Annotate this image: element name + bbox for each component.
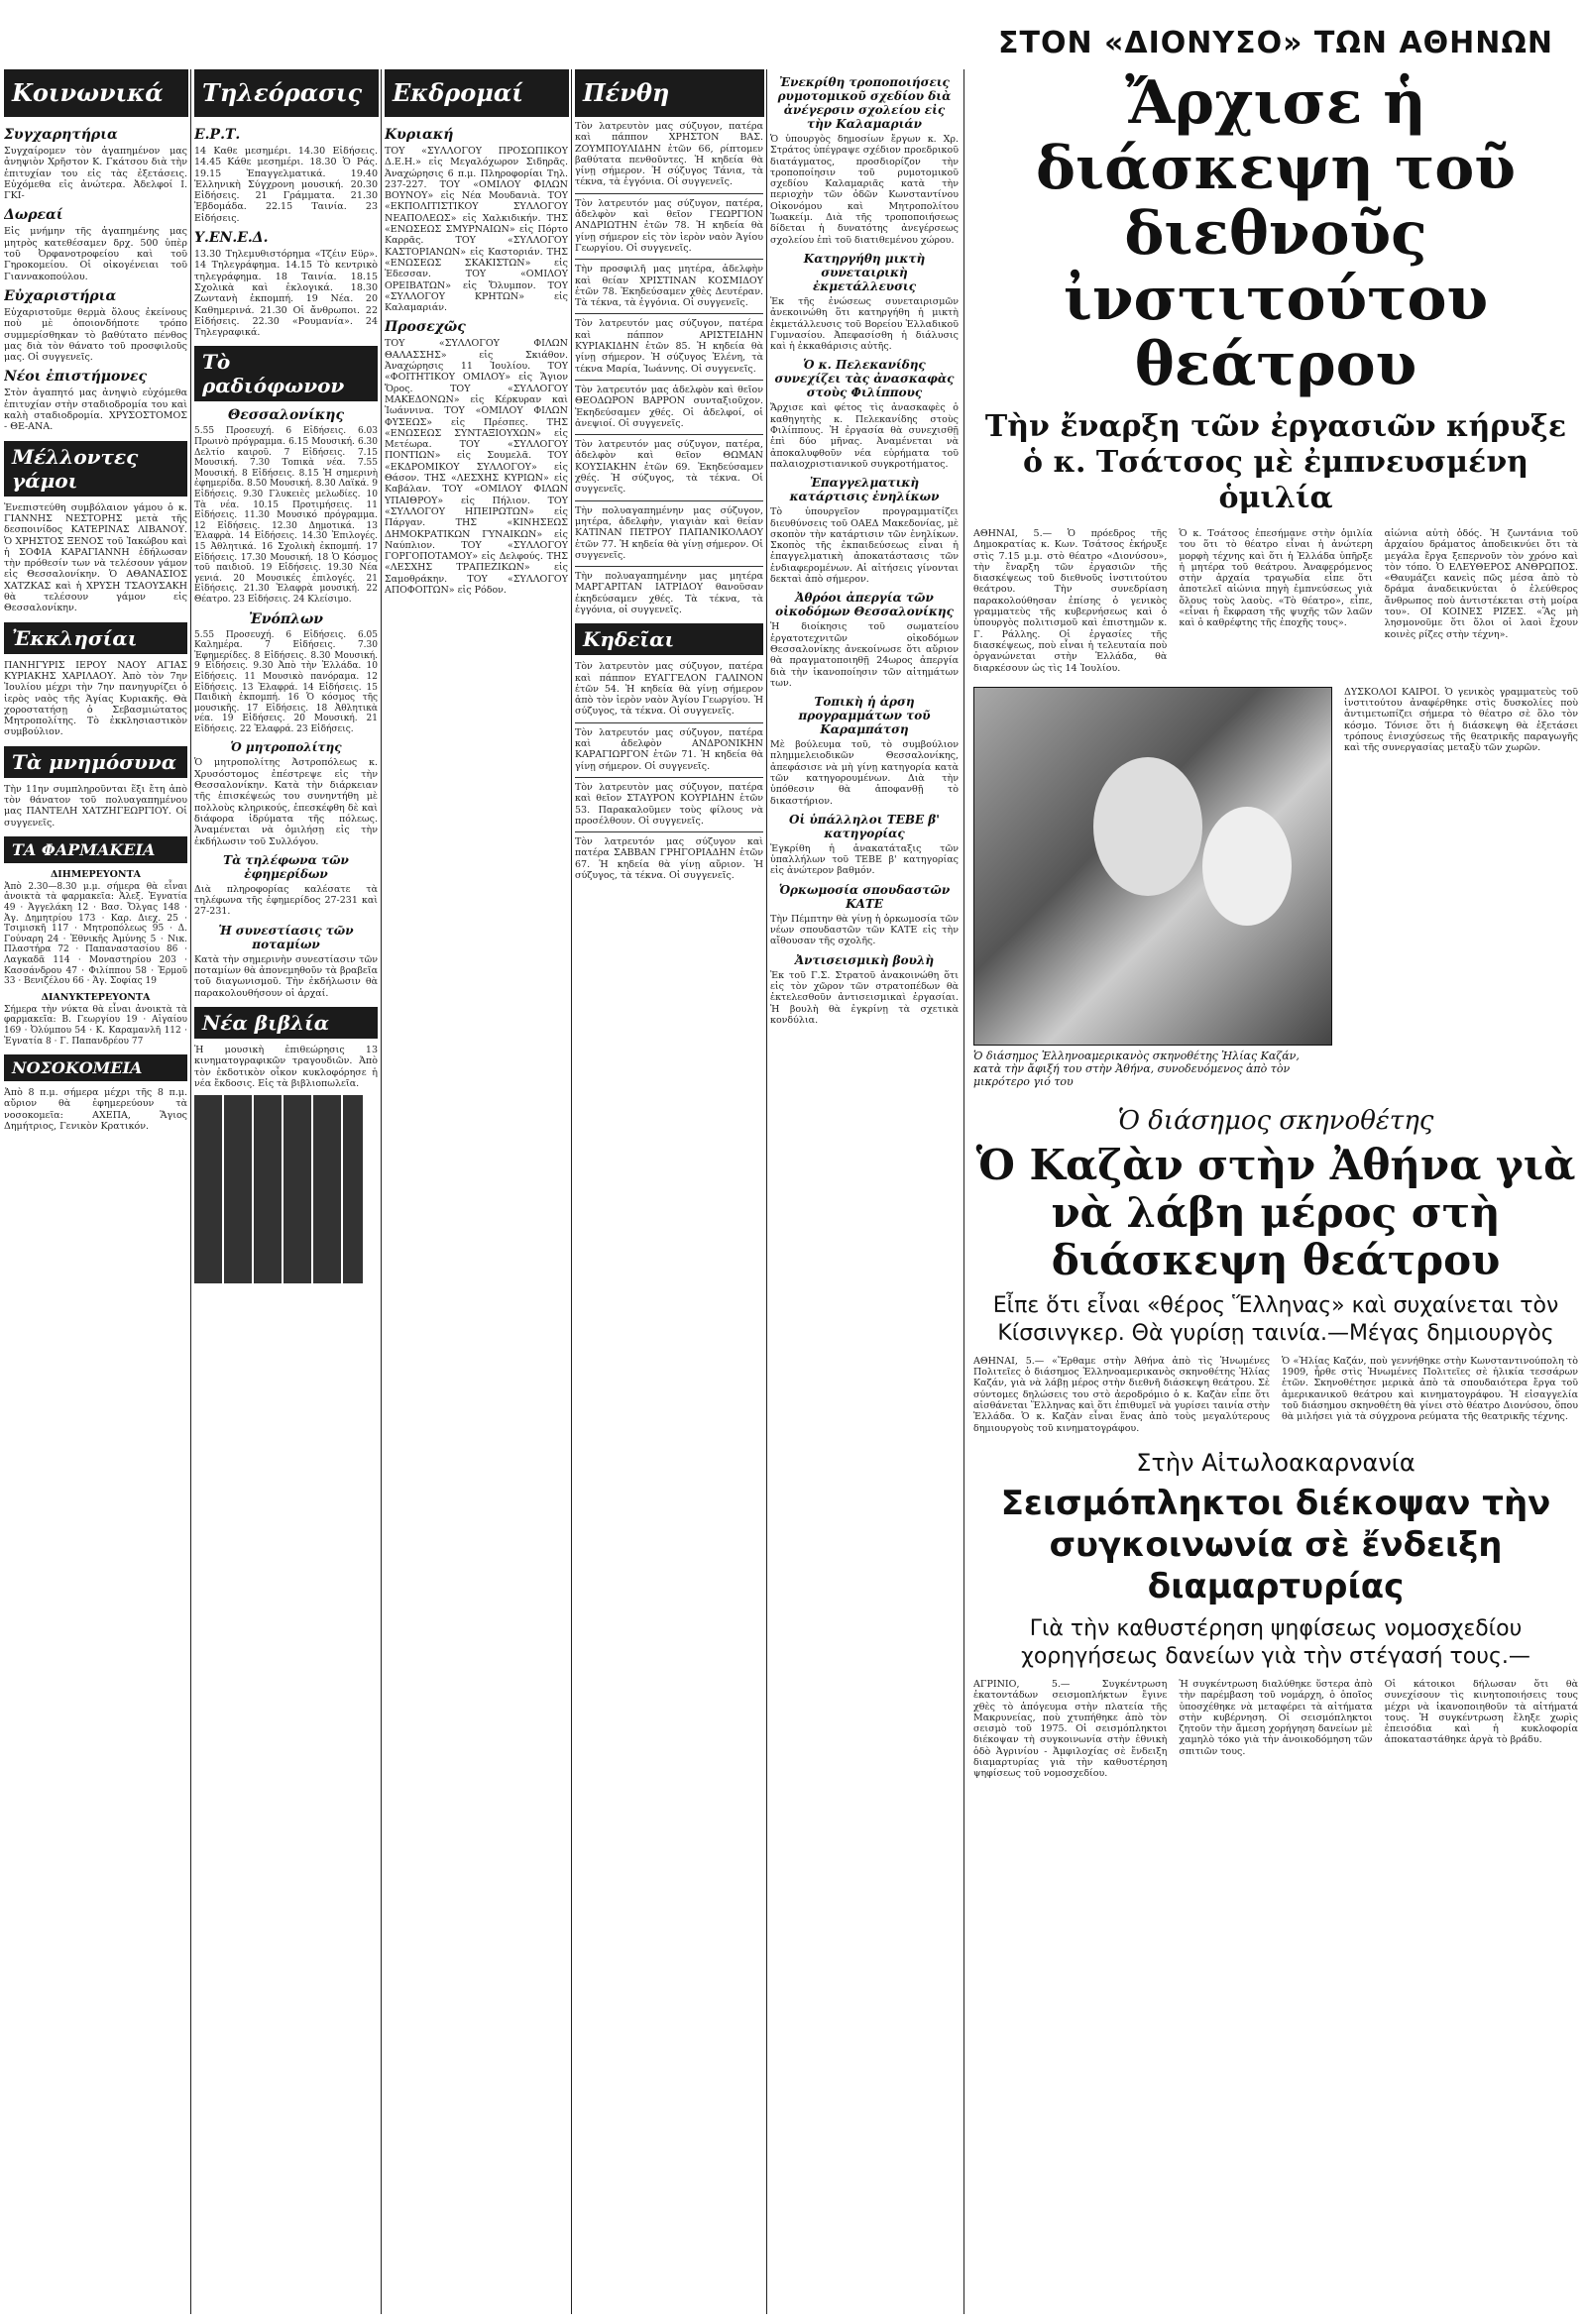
channel-schedule: 13.30 Τηλεμυθιστόρημα «Τζέιν Εϋρ». 14 Τηλεγράφημα. 14.15 Τὸ κεντρικὸ τηλεγράφημα. 18 Ταινία. 18.15 Σχολικὰ καὶ ἐκλογικά. 18.30 Ζωντανὴ ἐκπομπή. 19 Νέα. 20 Καθημερινά. 21.30 Οἱ ἄνθρωποι. 22 Εἰδήσεις. 22.30 «Ρουμανία». 24 Τηλεγραφικά. bbox=[194, 249, 378, 339]
notice-text: Τὸν λατρευτόν μας σύζυγον, πατέρα, ἀδελφὸν καὶ θεῖον ΓΕΩΡΓΙΟΝ ΑΝΔΡΙΩΤΗΝ ἐτῶν 78. Ἡ κηδεία θὰ γίνῃ σήμερον εἰς τὸν ἱερὸν ναὸν Ἁγίου Γεωργίου. Οἱ συγγενεῖς. bbox=[575, 197, 763, 254]
main-deck: Τὴν ἔναρξη τῶν ἐργασιῶν κήρυξε ὁ κ. Τσάτσος μὲ ἐμπνευσμένη ὁμιλία bbox=[984, 409, 1567, 515]
article-text: αἰώνια αὐτὴ ὁδός. Ἡ ζωντάνια τοῦ ἀρχαίου δράματος ἀποδεικνύει ὅτι τὰ μεγάλα ἔργα ξεπερνοῦν τὸν χρόνο καὶ τὸν τόπο. Ὁ ΕΛΕΥΘΕΡΟΣ ΑΝΘΡΩΠΟΣ. «Θαυμάζει κανεὶς πῶς μέσα ἀπὸ τὸ δράμα ἀναδεικνύεται ὁ ἐλεύθερος ἄνθρωπος ποὺ ἀντιστέκεται στὴ μοίρα του». ΟΙ ΚΟΙΝΕΣ ΡΙΖΕΣ. «Ἂς μὴ λησμονοῦμε ὅτι ὅλοι οἱ λαοὶ ἔχουν κοινὲς ρίζες στὴν τέχνη». bbox=[1384, 528, 1578, 640]
article-headline: Οἱ ὑπάλληλοι ΤΕΒΕ β' κατηγορίας bbox=[789, 812, 940, 840]
section-text: Τὴν 11ην συμπληροῦνται ἕξι ἔτη ἀπὸ τὸν θάνατον τοῦ πολυαγαπημένου μας ΠΑΝΤΕΛΗ ΧΑΤΖΗΓΕΩΡΓΙΟΥ. Οἱ συγγενεῖς. bbox=[4, 783, 187, 829]
section-text: Στὸν ἀγαπητό μας ἀνηψιὸ εὐχόμεθα ἐπιτυχίαν στὴν σταδιοδρομία του καὶ καλὴ σταδιοδρομία. ΧΡΥΣΟΣΤΟΜΟΣ - ΘΕ-ΑΝΑ. bbox=[4, 387, 187, 433]
station-title: Ἐνόπλων bbox=[248, 610, 323, 627]
divider bbox=[575, 380, 763, 381]
article-headline: Τὰ τηλέφωνα τῶν ἐφημερίδων bbox=[223, 852, 349, 881]
article-text: ΑΓΡΙΝΙΟ, 5.— Συγκέντρωση ἐκατοντάδων σεισμοπλήκτων ἔγινε χθὲς τὸ ἀπόγευμα στὴν πλατεία τῆς Μακρυνείας, ποὺ χτυπήθηκε ἀπὸ τὸν σεισμὸ τοῦ 1975. Οἱ σεισμόπληκτοι διέκοψαν τὴ συγκοινωνία στὴν ἐθνικὴ ὁδὸ Ἀγρινίου - Ἀμφιλοχίας σὲ ἔνδειξη διαμαρτυρίας γιὰ τὴν καθυστέρηση ψηφίσεως τοῦ νομοσχεδίου. bbox=[973, 1678, 1168, 1780]
article-text: Ἐκ τῆς ἐνώσεως συνεταιρισμῶν ἀνεκοινώθη ὅτι κατηργήθη ἡ μικτὴ ἐκμετάλλευσις τοῦ Βορείου Ἑλλαδικοῦ Γυμνασίου. Ἀπεφασίσθη ἡ διάλυσις καὶ ἡ ἐκκαθάρισις αὐτῆς. bbox=[770, 295, 959, 353]
article-headline: Ἀντισεισμικὴ βουλὴ bbox=[794, 952, 935, 967]
article-text: Ἡ συγκέντρωση διαλύθηκε ὕστερα ἀπὸ τὴν παρέμβαση τοῦ νομάρχη, ὁ ὁποῖος ὑποσχέθηκε νὰ μεταφέρει τὰ αἰτήματα στὴν κυβέρνηση. Οἱ σεισμόπληκτοι ζητοῦν τὴν ἄμεση χορήγηση δανείων μὲ χαμηλὸ τόκο γιὰ τὴν ἀνοικοδόμηση τῶν σπιτιῶν τους. bbox=[1179, 1678, 1373, 1757]
section-text: ΤΟΥ «ΣΥΛΛΟΓΟΥ ΠΡΟΣΩΠΙΚΟΥ Δ.Ε.Η.» εἰς Μεγαλόχωρον Σιδηρᾶς. Ἀναχώρησις 6 π.μ. Πληροφορίαι Τηλ. 237-227. ΤΟΥ «ΟΜΙΛΟΥ ΦΙΛΩΝ ΒΟΥΝΟΥ» εἰς Νέα Μουδανιὰ. ΤΟΥ «ΕΚΠΟΛΙΤΙΣΤΙΚΟΥ ΣΥΛΛΟΓΟΥ ΝΕΑΠΟΛΕΩΣ» εἰς Χαλκιδικήν. ΤΗΣ «ΕΝΩΣΕΩΣ ΣΜΥΡΝΑΙΩΝ» εἰς Πόρτο Καρρᾶς. ΤΟΥ «ΣΥΛΛΟΓΟΥ ΚΑΣΤΟΡΙΑΝΩΝ» εἰς Καστοριάν. ΤΗΣ «ΕΝΩΣΕΩΣ ΣΚΑΚΙΣΤΩΝ» εἰς Ἐδεσσαν. ΤΟΥ «ΟΜΙΛΟΥ ΟΡΕΙΒΑΤΩΝ» εἰς Ὄλυμπον. ΤΟΥ «ΣΥΛΛΟΓΟΥ ΚΡΗΤΩΝ» εἰς Καλαμαριάν. bbox=[385, 146, 568, 314]
notice-text: Τὸν λατρευτόν μας σύζυγον, πατέρα καὶ πάππον ΑΡΙΣΤΕΙΔΗΝ ΚΥΡΙΑΚΙΔΗΝ ἐτῶν 85. Ἡ κηδεία θὰ γίνῃ σήμερον. Ἡ σύζυγος Ἑλένη, τὰ τέκνα Μαρία, Ἰωάννης. Οἱ συγγενεῖς. bbox=[575, 318, 763, 375]
article-text: Ὁ κ. Τσάτσος ἐπεσήμανε στὴν ὁμιλία του ὅτι τὸ θέατρο εἶναι ἡ ἀνώτερη μορφὴ τέχνης καὶ ὅτι ἡ Ἑλλάδα ὑπῆρξε ἡ μητέρα τοῦ θεάτρου. Ἀναφερόμενος στὴν ἀρχαία τραγωδία εἶπε ὅτι ἀποτελεῖ αἰώνια πηγὴ ἐμπνεύσεως γιὰ ὅλους τοὺς λαοὺς. «Τὸ θέατρο», εἶπε, «εἶναι ἡ ἔκφραση τῆς ψυχῆς τῶν λαῶν καὶ ὁ καθρέφτης τῆς ἐποχῆς τους». bbox=[1179, 528, 1373, 629]
article-text: Τὸ ὑπουργεῖον προγραμματίζει διευθύνσεις τοῦ ΟΑΕΔ Μακεδονίας, μὲ σκοπὸν τὴν κατάρτισιν τῶν ἐνηλίκων. Σκοπὸς τῆς ἐκπαιδεύσεως εἶναι ἡ ἐπαγγελματικὴ ἀποκατάστασις τῶν ἐνδιαφερομένων. Αἱ αἰτήσεις γίνονται δεκταὶ ἀπὸ σήμερον. bbox=[770, 506, 959, 586]
column-rule bbox=[571, 69, 572, 2314]
section-banner: Νέα βιβλία bbox=[194, 1007, 378, 1039]
section-text: ΠΑΝΗΓΥΡΙΣ ΙΕΡΟΥ ΝΑΟΥ ΑΓΙΑΣ ΚΥΡΙΑΚΗΣ ΧΑΡΙΛΑΟΥ. Ἀπὸ τὸν 7ην Ἰουλίου μέχρι τὴν 7ην πανηγυρίζει ὁ ἱερὸς ναὸς τῆς Ἁγίας Κυριακῆς. Θὰ χοροστατήσῃ ὁ Σεβασμιώτατος Μητροπολίτης. Τὸ ἐκκλησιαστικὸν συμβούλιον. bbox=[4, 659, 187, 738]
tab-tv: Τηλεόρασις bbox=[194, 69, 379, 117]
section-title: Συγχαρητήρια bbox=[4, 127, 118, 143]
book-ads-image bbox=[194, 1095, 363, 1283]
section-title: Εὐχαριστήρια bbox=[4, 287, 117, 304]
section-text: ΤΟΥ «ΣΥΛΛΟΓΟΥ ΦΙΛΩΝ ΘΑΛΑΣΣΗΣ» εἰς Σκιάθον. Ἀναχώρησις 11 Ἰουλίου. ΤΟΥ «ΦΟΙΤΗΤΙΚΟΥ ΟΜΙΛΟΥ» εἰς Ἄγιον Ὄρος. ΤΟΥ «ΣΥΛΛΟΓΟΥ ΜΑΚΕΔΟΝΩΝ» εἰς Κέρκυραν καὶ Ἰωάννινα. ΤΟΥ «ΟΜΙΛΟΥ ΦΙΛΩΝ ΦΥΣΕΩΣ» εἰς Πρέσπες. ΤΗΣ «ΕΝΩΣΕΩΣ ΣΥΝΤΑΞΙΟΥΧΩΝ» εἰς Μετέωρα. ΤΟΥ «ΣΥΛΛΟΓΟΥ ΠΟΝΤΙΩΝ» εἰς Σουμελᾶ. ΤΟΥ «ΕΚΔΡΟΜΙΚΟΥ ΣΥΛΛΟΓΟΥ» εἰς Θάσον. ΤΗΣ «ΛΕΣΧΗΣ ΚΥΡΙΩΝ» εἰς Καβάλαν. ΤΟΥ «ΟΜΙΛΟΥ ΦΙΛΩΝ ΥΠΑΙΘΡΟΥ» εἰς Πήλιον. ΤΟΥ «ΣΥΛΛΟΓΟΥ ΗΠΕΙΡΩΤΩΝ» εἰς Πάργαν. ΤΗΣ «ΚΙΝΗΣΕΩΣ ΔΗΜΟΚΡΑΤΙΚΩΝ ΓΥΝΑΙΚΩΝ» εἰς Ναύπλιον. ΤΟΥ «ΣΥΛΛΟΓΟΥ ΓΟΡΓΟΠΟΤΑΜΟΥ» εἰς Δελφούς. ΤΗΣ «ΛΕΣΧΗΣ ΤΡΑΠΕΖΙΚΩΝ» εἰς Σαμοθράκην. ΤΟΥ «ΣΥΛΛΟΓΟΥ ΑΠΟΦΟΙΤΩΝ» εἰς Ρόδον. bbox=[385, 338, 568, 596]
main-headline: Ἄρχισε ἡ διάσκεψη τοῦ διεθνοῦς ἰνστιτούτου θεάτρου bbox=[1036, 68, 1516, 399]
article-text: ΑΘΗΝΑΙ, 5.— «Ἔρθαμε στὴν Ἀθήνα ἀπὸ τὶς Ἡνωμένες Πολιτεῖες ὁ διάσημος Ἑλληνοαμερικανὸς σκηνοθέτης Ἠλίας Καζάν, γιὰ νὰ λάβῃ μέρος στὴν διεθνῆ διάσκεψη θεάτρου. Σὲ σύντομες δηλώσεις του στὸ ἀεροδρόμιο ὁ κ. Καζὰν εἶπε ὅτι αἰσθάνεται Ἕλληνας καὶ ὅτι ἐπιθυμεῖ νὰ γυρίσει ταινία στὴν Ἑλλάδα. Ὁ κ. Καζὰν εἶναι ἕνας ἀπὸ τοὺς μεγαλύτερους δημιουργοὺς τοῦ κινηματογράφου. bbox=[973, 1355, 1270, 1434]
section-subtitle: ΔΙΑΝΥΚΤΕΡΕΥΟΝΤΑ bbox=[41, 991, 151, 1003]
article-headline: Ὁ κ. Πελεκανίδης συνεχίζει τὰς ἀνασκαφὰς στοὺς Φιλίππους bbox=[774, 358, 955, 400]
article-headline: Ὁρκωμοσία σπουδαστῶν ΚΑΤΕ bbox=[778, 882, 951, 911]
article-text: Ἄρχισε καὶ φέτος τὶς ἀνασκαφὲς ὁ καθηγητὴς κ. Πελεκανίδης στοὺς Φιλίππους. Ἡ ἐργασία θὰ συνεχισθῇ ἐπὶ δύο μῆνας. Ἀναμένεται νὰ ἀποκαλυφθοῦν νέα εὑρήματα τοῦ παλαιοχριστιανικοῦ συγκροτήματος. bbox=[770, 402, 959, 470]
section-banner: Τὰ μνημόσυνα bbox=[4, 746, 187, 778]
notice-text: Τὸν λατρευτὸν μας σύζυγον, πατέρα καὶ πάππον ΕΥΑΓΓΕΛΟΝ ΓΑΛΙΝΟΝ ἐτῶν 54. Ἡ κηδεία θὰ γίνῃ σήμερον ἀπὸ τὸν ἱερὸν ναὸν Ἁγίου Γεωργίου. Ἡ σύζυγος, τὰ τέκνα. Οἱ συγγενεῖς. bbox=[575, 661, 763, 718]
tab-mourning: Πένθη bbox=[575, 69, 764, 117]
section-banner: ΤΑ ΦΑΡΜΑΚΕΙΑ bbox=[4, 836, 187, 863]
story-columns bbox=[973, 1679, 1578, 1785]
channel-schedule: 14 Καθε μεσημέρι. 14.30 Εἰδήσεις. 14.45 Κάθε μεσημέρι. 18.30 Ὁ Ράς. 19.15 Ἐπαγγελματικά. 19.40 Ἑλληνικὴ Σύγχρονη μουσική. 20.30 Εἰδήσεις. 21 Γράμματα. 21.30 Ἐβδομάδα. 22.15 Ταινία. 23 Εἰδήσεις. bbox=[194, 146, 378, 224]
section-text: Ἀπὸ 8 π.μ. σήμερα μέχρι τῆς 8 π.μ. αὔριον θὰ ἐφημερεύουν τὰ νοσοκομεῖα: ΑΧΕΠΑ, Ἅγιος Δημήτριος, Γενικὸν Κρατικόν. bbox=[4, 1087, 187, 1133]
story-deck: Εἶπε ὅτι εἶναι «θέρος Ἕλληνας» καὶ συχαίνεται τὸν Κίσσινγκερ. Θὰ γυρίσῃ ταινία.—Μέγας δημιουργὸς bbox=[992, 1292, 1559, 1346]
channel-title: Υ.ΕΝ.Ε.Δ. bbox=[194, 230, 269, 247]
main-story-columns bbox=[973, 528, 1578, 679]
story-deck: Γιὰ τὴν καθυστέρηση ψηφίσεως νομοσχεδίου χορηγήσεως δανείων γιὰ τὴν στέγασή τους.— bbox=[1021, 1615, 1530, 1669]
column-rule bbox=[381, 69, 382, 2314]
story-kicker: Στὴν Αἰτωλοακαρνανία bbox=[1136, 1448, 1416, 1477]
article-text: Τὴν Πέμπτην θὰ γίνῃ ἡ ὁρκωμοσία τῶν νέων σπουδαστῶν τῶν ΚΑΤΕ εἰς τὴν αἴθουσαν τῆς σχολῆς. bbox=[770, 913, 959, 947]
column-news bbox=[770, 69, 959, 2311]
channel-title: Ε.Ρ.Τ. bbox=[194, 127, 241, 143]
pharmacy-list: Σήμερα τὴν νύκτα θὰ εἶναι ἀνοικτὰ τὰ φαρμακεῖα: Β. Γεωργίου 19 · Αἰγαίου 169 · Ὀλύμπου 54 · Κ. Καραμανλῆ 112 · Ἐγνατία 8 · Γ. Παπανδρέου 77 bbox=[4, 1004, 187, 1047]
section-banner: Ἐκκλησίαι bbox=[4, 622, 187, 654]
section-title: Προσεχῶς bbox=[385, 319, 466, 336]
notice-text: Τὸν λατρευτὸν μας σύζυγον, πατέρα καὶ πάππον ΧΡΗΣΤΟΝ ΒΑΣ. ΖΟΥΜΠΟΥΛΙΔΗΝ ἐτῶν 66, ρίπτομεν βαθύτατα πενθοῦντες. Ἡ κηδεία θὰ γίνῃ σήμερον. Ἡ σύζυγος Τάνια, τὰ τέκνα, τὰ ἐγγόνια. Οἱ συγγενεῖς. bbox=[575, 121, 763, 188]
pharmacy-list: Ἀπὸ 2.30—8.30 μ.μ. σήμερα θὰ εἶναι ἀνοικτὰ τὰ φαρμακεῖα: Ἀλεξ. Ἐγνατία 49 · Ἀγγελάκη 12 · Βασ. Ὄλγας 148 · Ἀγ. Δημητρίου 173 · Καρ. Διεχ. 25 · Τσιμισκῆ 117 · Μητροπόλεως 95 · Δ. Γούναρη 24 · Ἐθνικῆς Ἀμύνης 5 · Νικ. Πλαστήρα 72 · Παπαναστασίου 86 · Λαγκαδᾶ 114 · Μοναστηρίου 203 · Κασσάνδρου 47 · Φιλίππου 58 · Ἑρμοῦ 33 · Βενιζέλου 66 · Ἁγ. Σοφίας 19 bbox=[4, 881, 187, 987]
notice-text: Τὸν λατρευτὸν μας σύζυγον, πατέρα καὶ θεῖον ΣΤΑΥΡΟΝ ΚΟΥΡΙΔΗΝ ἐτῶν 53. Παρακαλοῦμεν τοὺς φίλους νὰ προσέλθουν. Οἱ συγγενεῖς. bbox=[575, 781, 763, 827]
column-rule bbox=[190, 69, 191, 2314]
divider bbox=[575, 313, 763, 314]
section-subtitle: ΔΙΗΜΕΡΕΥΟΝΤΑ bbox=[50, 868, 142, 880]
photo-figure bbox=[1202, 807, 1292, 926]
notice-text: Τὸν λατρευτόν μας σύζυγον, πατέρα, ἀδελφὸν καὶ θεῖον ΘΩΜΑΝ ΚΟΥΣΙΑΚΗΝ ἐτῶν 69. Ἐκηδεύσαμεν χθές. Ἡ σύζυγος, τὰ τέκνα. Οἱ συγγενεῖς. bbox=[575, 439, 763, 496]
article-text: ΑΘΗΝΑΙ, 5.— Ὁ πρόεδρος τῆς Δημοκρατίας κ. Κων. Τσάτσος ἐκήρυξε στὶς 7.15 μ.μ. στὸ θέατρο «Διονύσου», τὴν ἔναρξη τῶν ἐργασιῶν τῆς διασκέψεως τοῦ διεθνοῦς ἰνστιτούτου θεάτρου. Τὴν συνεδρίαση παρακολούθησαν ἐπίσης ὁ γενικὸς γραμματεὺς τῆς κυβερνήσεως καὶ ὁ ὑπουργὸς πολιτισμοῦ καὶ ἐπιστημῶν κ. Γ. Ράλλης. Οἱ ἐργασίες τῆς διασκέψεως, ποὺ εἶναι ἡ τελευταία ποὺ ὀργανώνεται στὴν Ἑλλάδα, θὰ διαρκέσουν ὡς τὶς 14 Ἰουλίου. bbox=[973, 528, 1168, 674]
article-text: Ἐγκρίθη ἡ ἀνακατάταξις τῶν ὑπαλλήλων τοῦ ΤΕΒΕ β' κατηγορίας εἰς ἀνώτερον βαθμόν. bbox=[770, 842, 959, 877]
article-headline: Ἐπαγγελματικὴ κατάρτισις ἐνηλίκων bbox=[789, 476, 940, 504]
story-columns bbox=[973, 1356, 1578, 1439]
section-banner: Κηδεῖαι bbox=[575, 623, 763, 655]
article-headline: Κατηργήθη μικτὴ συνεταιρικὴ ἐκμετάλλευσις bbox=[803, 251, 926, 293]
kazan-photo bbox=[973, 687, 1332, 1046]
divider bbox=[575, 500, 763, 501]
divider bbox=[575, 193, 763, 194]
section-text: Ἐνεπιστεύθη συμβόλαιον γάμου ὁ κ. ΓΙΑΝΝΗΣ ΝΕΣΤΟΡΗΣ μετὰ τῆς δεσποινίδος ΚΑΤΕΡΙΝΑΣ ΛΙΒΑΝΟΥ. Ὁ ΧΡΗΣΤΟΣ ΞΕΝΟΣ τοῦ Ἰακώβου καὶ ἡ ΣΟΦΙΑ ΚΑΡΑΓΙΑΝΝΗ ἐδήλωσαν τὴν πρόθεσίν των νὰ τελέσουν γάμον εἰς Θεσσαλονίκην. Ὁ ΑΘΑΝΑΣΙΟΣ ΧΑΤΖΚΑΣ καὶ ἡ ΧΡΥΣΗ ΤΣΑΟΥΣΑΚΗ θὰ τελέσουν γάμον εἰς Θεσσαλονίκην. bbox=[4, 501, 187, 614]
divider bbox=[575, 434, 763, 435]
article-text: Ἡ μουσικὴ ἐπιθεώρησις 13 κινηματογραφικῶν τραγουδιῶν. Ἀπὸ τὸν ἐκδοτικὸν οἶκον κυκλοφόρησε ἡ νέα ἔκδοσις. Εἰς τὰ βιβλιοπωλεῖα. bbox=[194, 1044, 378, 1089]
column-tv bbox=[194, 121, 378, 2311]
column-excursions bbox=[385, 121, 568, 2311]
article-headline: Ἡ συνεστίασις τῶν ποταμίων bbox=[218, 923, 354, 951]
section-banner: Τὸ ραδιόφωνον bbox=[194, 346, 378, 401]
station-title: Θεσσαλονίκης bbox=[228, 407, 344, 424]
photo-figure bbox=[1093, 757, 1202, 896]
article-text: Ἐκ τοῦ Γ.Σ. Στρατοῦ ἀνακοινώθη ὅτι εἰς τὸν χῶρον τῶν στρατοπέδων θὰ ἐκτελεσθοῦν ἀντισεισμικαὶ ἐργασίαι. Ἡ βουλὴ θὰ ἐγκρίνῃ τὰ σχετικὰ κονδύλια. bbox=[770, 969, 959, 1026]
divider bbox=[575, 831, 763, 832]
article-text: Οἱ κάτοικοι δήλωσαν ὅτι θὰ συνεχίσουν τὶς κινητοποιήσεις τους μέχρι νὰ ἱκανοποιηθοῦν τὰ αἰτήματά τους. Ἡ συγκέντρωση ἔληξε χωρὶς ἐπεισόδια καὶ ἡ κυκλοφορία ἀποκαταστάθηκε ἀργὰ τὸ βράδυ. bbox=[1384, 1678, 1578, 1746]
column-rule bbox=[963, 69, 964, 2314]
article-text: Ἡ διοίκησις τοῦ σωματείου ἐργατοτεχνιτῶν οἰκοδόμων Θεσσαλονίκης ἀνεκοίνωσε ὅτι αὔριον θὰ πραγματοποιηθῇ 24ωρος ἀπεργία διὰ τὴν ἱκανοποίησιν τῶν αἰτημάτων των. bbox=[770, 621, 959, 689]
notice-text: Τὸν λατρευτόν μας σύζυγον, πατέρα καὶ ἀδελφὸν ΑΝΔΡΟΝΙΚΗΝ ΚΑΡΑΓΙΩΡΓΟΝ ἐτῶν 71. Ἡ κηδεία θὰ γίνῃ σήμερον. Οἱ συγγενεῖς. bbox=[575, 726, 763, 772]
column-rule bbox=[766, 69, 767, 2314]
notice-text: Τὴν πολυαγαπημένην μας σύζυγον, μητέρα, ἀδελφὴν, γιαγιὰν καὶ θείαν ΚΑΤΙΝΑΝ ΠΕΤΡΟΥ ΠΑΠΑΝΙΚΟΛΑΟΥ ἐτῶν 77. Ἡ κηδεία θὰ γίνῃ σήμερον. Οἱ συγγενεῖς. bbox=[575, 504, 763, 561]
photo-row bbox=[973, 687, 1578, 1096]
station-schedule: 5.55 Προσευχή. 6 Εἰδήσεις. 6.03 Πρωινὸ πρόγραμμα. 6.15 Μουσική. 6.30 Δελτίο καιροῦ. 7 Εἰδήσεις. 7.15 Μουσική. 7.30 Τοπικὰ νέα. 7.55 Μουσική. 8 Εἰδήσεις. 8.15 Ἡ σημερινὴ ἐφημερίδα. 8.50 Μουσική. 8.30 Λαϊκά. 9 Εἰδήσεις. 9.30 Γλυκειὲς μελωδίες. 10 Τὰ νέα. 10.15 Προτιμήσεις. 11 Εἰδήσεις. 11.30 Μουσικό πρόγραμμα. 12 Εἰδήσεις. 12.30 Δημοτικά. 13 Ἐλαφρὰ. 14 Εἰδήσεις. 14.30 Ἐπιλογές. 15 Ἀθλητικά. 16 Σχολικὴ ἐκπομπή. 17 Εἰδήσεις. 17.30 Μουσική. 18 Ὁ Κόσμος τοῦ παιδιοῦ. 19 Εἰδήσεις. 19.30 Νέα γενιά. 20 Μουσικές ἐπιλογές. 21 Εἰδήσεις. 21.30 Ἐλαφρὰ μουσική. 22 Θέατρο. 23 Εἰδήσεις. 24 Κλείσιμο. bbox=[194, 426, 378, 605]
photo-caption: Ὁ διάσημος Ἑλληνοαμερικανὸς σκηνοθέτης Ἠλίας Καζάν, κατὰ τὴν ἄφιξή του στὴν Ἀθήνα, συνοδευόμενος ἀπὸ τὸν μικρότερο γιό του bbox=[973, 1049, 1300, 1088]
article-text: Ὁ «Ἠλίας Καζάν, ποὺ γεννήθηκε στὴν Κωνσταντινούπολη τὸ 1909, ἦρθε στὶς Ἡνωμένες Πολιτεῖες σὲ ἡλικία τεσσάρων ἐτῶν. Σκηνοθέτησε μερικὰ ἀπὸ τὰ σπουδαιότερα ἔργα τοῦ ἀμερικανικοῦ θεάτρου καὶ κινηματογράφου. Ἡ εἰσαγγελία τοῦ διάσημου σκηνοθέτη θὰ γίνει στὸ θέατρο Διονύσου, ὅπου θὰ μιλήσει γιὰ τὰ σύγχρονα ρεύματα τῆς θεατρικῆς τέχνης. bbox=[1282, 1355, 1578, 1423]
section-banner: ΝΟΣΟΚΟΜΕΙΑ bbox=[4, 1054, 187, 1081]
divider bbox=[575, 566, 763, 567]
story-kicker: ΣΤΟΝ «ΔΙΟΝΥΣΟ» ΤΩΝ ΑΘΗΝΩΝ bbox=[998, 26, 1553, 60]
article-text: Διὰ πληροφορίας καλέσατε τὰ τηλέφωνα τῆς ἐφημερίδος 27-231 καὶ 27-231. bbox=[194, 883, 378, 918]
section-text: Συγχαίρομεν τὸν ἀγαπημένον μας ἀνηψιὸν Χρῆστον Κ. Γκάτσου διὰ τὴν ἐπιτυχίαν του εἰς τὰς ἐξετάσεις. Εὐχόμεθα εἰς ἀνώτερα. Ἀδελφοί Ι. ΓΚΙ- bbox=[4, 146, 187, 202]
tab-excursions: Εκδρομαί bbox=[385, 69, 569, 117]
article-headline: Ἀθρόοι ἀπεργία τῶν οἰκοδόμων Θεσσαλονίκης bbox=[775, 591, 954, 619]
notice-text: Τὴν πολυαγαπημένην μας μητέρα ΜΑΡΓΑΡΙΤΑΝ ΙΑΤΡΙΔΟΥ θανοῦσαν ἐκηδεύσαμεν χθές. Τὰ τέκνα, τὰ ἐγγόνια, οἱ συγγενεῖς. bbox=[575, 571, 763, 615]
article-text: Ὁ μητροπολίτης Ἀστροπόλεως κ. Χρυσόστομος ἐπέστρεψε εἰς τὴν Θεσσαλονίκην. Κατὰ τὴν διάρκειαν τῆς ἐπισκέψεώς του συνηντήθη μὲ πολλοὺς κληρικούς, ἐπεσκέφθη δὲ καὶ διάφορα ἱδρύματα τῆς πόλεως. Ἀναμένεται νὰ ὁμιλήσῃ εἰς τὴν ἐκδήλωσιν τοῦ Συλλόγου. bbox=[194, 757, 378, 847]
divider bbox=[575, 777, 763, 778]
notice-text: Τὸν λατρευτόν μας ἀδελφὸν καὶ θεῖον ΘΕΟΔΩΡΟΝ ΒΑΡΡΟΝ συνταξιοῦχον. Ἐκηδεύσαμεν χθές. Οἱ ἀδελφοί, οἱ ἀνεψιοί. Οἱ συγγενεῖς. bbox=[575, 384, 763, 429]
article-text: Μὲ βούλευμα τοῦ, τὸ συμβούλιον πλημμελειοδικῶν Θεσσαλονίκης, ἀπεφάσισε νὰ μὴ γίνῃ κατηγορία κατὰ τῶν κατηγορουμένων. Διὰ τὴν ὑπόθεσιν θὰ ἀποφανθῇ τὸ δικαστήριον. bbox=[770, 739, 959, 807]
section-banner: Μέλλοντες γάμοι bbox=[4, 441, 187, 497]
section-text: Εἰς μνήμην τῆς ἀγαπημένης μας μητρὸς κατεθέσαμεν δρχ. 500 ὑπὲρ τοῦ Ὀρφανοτροφείου καὶ τοῦ Γηροκομείου. Οἱ οἰκογένειαι τοῦ Γιαννακοπούλου. bbox=[4, 226, 187, 282]
article-headline: Ὁ μητροπολίτης bbox=[230, 740, 342, 755]
section-title: Νέοι ἐπιστήμονες bbox=[4, 369, 148, 386]
story-headline: Ὁ Καζὰν στὴν Ἀθήνα γιὰ νὰ λάβη μέρος στὴ διάσκεψη θεάτρου bbox=[975, 1140, 1576, 1284]
section-title: Κυριακή bbox=[385, 127, 454, 143]
article-headline: Ἐνεκρίθη τροποποιήσεις ρυμοτομικοῦ σχεδίου διὰ ἀνέγερσιν σχολείου εἰς τὴν Καλαμαριάν bbox=[777, 75, 952, 131]
column-social bbox=[4, 121, 187, 2311]
divider bbox=[575, 722, 763, 723]
section-text: Εὐχαριστοῦμε θερμὰ ὅλους ἐκείνους ποὺ μὲ ὁποιονδήποτε τρόπο συμμερίσθηκαν τὸ βαθύτατο πένθος μας διὰ τὸν θάνατο τοῦ προσφιλοῦς μας. Οἱ συγγενεῖς. bbox=[4, 306, 187, 364]
notice-text: Τὸν λατρευτόν μας σύζυγον καὶ πατέρα ΣΑΒΒΑΝ ΓΡΗΓΟΡΙΑΔΗΝ ἐτῶν 67. Ἡ κηδεία θὰ γίνῃ αὔριον. Ἡ σύζυγος, τὰ τέκνα. Οἱ συγγενεῖς. bbox=[575, 836, 763, 882]
section-title: Δωρεαί bbox=[4, 207, 63, 224]
station-schedule: 5.55 Προσευχή. 6 Εἰδήσεις. 6.05 Καλημέρα. 7 Εἰδήσεις. 7.30 Ἐφημερίδες. 8 Εἰδήσεις. 8.30 Μουσική. 9 Εἰδήσεις. 9.30 Ἀπὸ τὴν Ἑλλάδα. 10 Εἰδήσεις. 11 Μουσικὸ πανόραμα. 12 Εἰδήσεις. 13 Ἐλαφρά. 14 Εἰδήσεις. 15 Παιδικὴ ἐκπομπή. 16 Ὁ κόσμος τῆς μουσικῆς. 17 Εἰδήσεις. 18 Ἀθλητικὰ νέα. 19 Εἰδήσεις. 20 Μουσική. 21 Εἰδήσεις. 22 Ἐλαφρά. 23 Εἰδήσεις. bbox=[194, 629, 378, 734]
article-headline: Τοπικὴ ἡ ἀρση προγραμμάτων τοῦ Καραμπάτση bbox=[798, 695, 931, 737]
article-text: ΔΥΣΚΟΛΟΙ ΚΑΙΡΟΙ. Ὁ γενικὸς γραμματεὺς τοῦ ἰνστιτούτου ἀναφέρθηκε στὶς δυσκολίες ποὺ ἀντιμετωπίζει σήμερα τὸ θέατρο σὲ ὅλο τὸν κόσμο. Τόνισε ὅτι ἡ διάσκεψη θὰ ἐξετάσει τρόπους ἐνισχύσεως τῆς θεατρικῆς παραγωγῆς καὶ τῆς συνεργασίας μεταξὺ τῶν χωρῶν. bbox=[1344, 686, 1578, 754]
article-text: Ὁ ὑπουργὸς δημοσίων ἔργων κ. Χρ. Στράτος ὑπέγραψε σχέδιον προεδρικοῦ διατάγματος, προσδιορίζον τὴν τροποποίησιν τοῦ ρυμοτομικοῦ σχεδίου Καλαμαριᾶς κατὰ τὴν περιοχὴν τῶν ὁδῶν Κωνσταντίνου Οἰκονόμου καὶ Μητροπολίτου Ἰωακείμ. Διὰ τῆς τροποποιήσεως δίδεται ἡ δυνατότης ἀνεγέρσεως σχολείου ἐπὶ τοῦ διατιθεμένου χώρου. bbox=[770, 134, 959, 246]
column-mourning bbox=[575, 121, 763, 2311]
story-kicker: Ὁ διάσημος σκηνοθέτης bbox=[1117, 1105, 1434, 1136]
article-text: Κατὰ τὴν σημερινὴν συνεστίασιν τῶν ποταμίων θὰ ἀπονεμηθοῦν τὰ βραβεῖα τοῦ διαγωνισμοῦ. Τὴν ἐκδήλωσιν θὰ παρακολουθήσουν οἱ ἀρχαί. bbox=[194, 953, 378, 999]
notice-text: Τὴν προσφιλῆ μας μητέρα, ἀδελφὴν καὶ θείαν ΧΡΙΣΤΙΝΑΝ ΚΟΣΜΙΔΟΥ ἐτῶν 78. Ἐκηδεύσαμεν χθὲς Δευτέραν. Τὰ τέκνα, τὰ ἐγγόνια. Οἱ συγγενεῖς. bbox=[575, 264, 763, 309]
main-story-area bbox=[973, 20, 1578, 2314]
tab-social: Κοινωνικά bbox=[4, 69, 188, 117]
divider bbox=[575, 259, 763, 260]
story-headline: Σεισμόπληκτοι διέκοψαν τὴν συγκοινωνία σὲ ἔνδειξη διαμαρτυρίας bbox=[1000, 1483, 1551, 1606]
